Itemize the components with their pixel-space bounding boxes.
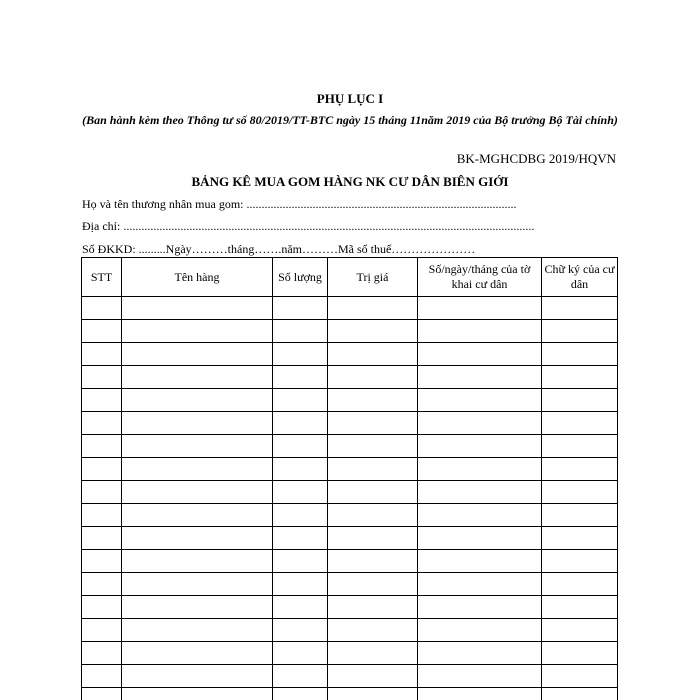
quantity-cell bbox=[273, 389, 328, 412]
quantity-cell bbox=[273, 435, 328, 458]
item-name-cell bbox=[122, 412, 273, 435]
stt-cell bbox=[82, 389, 122, 412]
signature-cell bbox=[542, 481, 618, 504]
declaration-ref-cell bbox=[418, 481, 542, 504]
signature-cell bbox=[542, 504, 618, 527]
quantity-cell bbox=[273, 642, 328, 665]
table-row bbox=[82, 550, 618, 573]
value-cell bbox=[328, 458, 418, 481]
item-name-cell bbox=[122, 688, 273, 700]
issuance-note: (Ban hành kèm theo Thông tư số 80/2019/TT-BTC ngày 15 tháng 11năm 2019 của Bộ trưởng Bộ Tài chính) bbox=[82, 113, 618, 127]
table-body bbox=[82, 297, 618, 700]
stt-cell bbox=[82, 366, 122, 389]
signature-cell bbox=[542, 389, 618, 412]
header-stt: STT bbox=[82, 258, 122, 297]
declaration-ref-cell bbox=[418, 596, 542, 619]
merchant-name-field: Họ và tên thương nhân mua gom: .......................................................................................... bbox=[82, 197, 517, 211]
table-row bbox=[82, 665, 618, 688]
item-name-cell bbox=[122, 297, 273, 320]
declaration-ref-cell bbox=[418, 366, 542, 389]
declaration-ref-cell bbox=[418, 458, 542, 481]
table-row bbox=[82, 527, 618, 550]
declaration-ref-cell bbox=[418, 504, 542, 527]
table-row bbox=[82, 435, 618, 458]
item-name-cell bbox=[122, 320, 273, 343]
purchase-list-table bbox=[81, 257, 618, 700]
form-title: BẢNG KÊ MUA GOM HÀNG NK CƯ DÂN BIÊN GIỚI bbox=[191, 174, 509, 189]
value-cell bbox=[328, 642, 418, 665]
item-name-cell bbox=[122, 481, 273, 504]
header-declaration-ref: Số/ngày/tháng của tờ khai cư dân bbox=[418, 258, 542, 297]
stt-cell bbox=[82, 596, 122, 619]
table-row bbox=[82, 688, 618, 700]
signature-cell bbox=[542, 320, 618, 343]
table-row bbox=[82, 642, 618, 665]
value-cell bbox=[328, 412, 418, 435]
value-cell bbox=[328, 573, 418, 596]
value-cell bbox=[328, 619, 418, 642]
item-name-cell bbox=[122, 665, 273, 688]
value-cell bbox=[328, 297, 418, 320]
value-cell bbox=[328, 665, 418, 688]
quantity-cell bbox=[273, 366, 328, 389]
table-row bbox=[82, 320, 618, 343]
stt-cell bbox=[82, 320, 122, 343]
signature-cell bbox=[542, 527, 618, 550]
quantity-cell bbox=[273, 619, 328, 642]
stt-cell bbox=[82, 688, 122, 700]
stt-cell bbox=[82, 343, 122, 366]
header-resident-signature: Chữ ký của cư dân bbox=[542, 258, 618, 297]
item-name-cell bbox=[122, 343, 273, 366]
declaration-ref-cell bbox=[418, 389, 542, 412]
stt-cell bbox=[82, 550, 122, 573]
declaration-ref-cell bbox=[418, 642, 542, 665]
stt-cell bbox=[82, 458, 122, 481]
address-field: Địa chỉ: ......................................................................................................................................... bbox=[82, 219, 535, 233]
header-value: Trị giá bbox=[328, 258, 418, 297]
table-row bbox=[82, 366, 618, 389]
header-item-name: Tên hàng bbox=[122, 258, 273, 297]
stt-cell bbox=[82, 435, 122, 458]
quantity-cell bbox=[273, 320, 328, 343]
appendix-heading: PHỤ LỤC I bbox=[316, 91, 384, 106]
quantity-cell bbox=[273, 573, 328, 596]
form-code: BK-MGHCDBG 2019/HQVN bbox=[456, 151, 616, 166]
stt-cell bbox=[82, 412, 122, 435]
stt-cell bbox=[82, 527, 122, 550]
declaration-ref-cell bbox=[418, 320, 542, 343]
declaration-ref-cell bbox=[418, 412, 542, 435]
table-row bbox=[82, 504, 618, 527]
declaration-ref-cell bbox=[418, 550, 542, 573]
table-row bbox=[82, 297, 618, 320]
item-name-cell bbox=[122, 389, 273, 412]
signature-cell bbox=[542, 366, 618, 389]
quantity-cell bbox=[273, 343, 328, 366]
item-name-cell bbox=[122, 596, 273, 619]
quantity-cell bbox=[273, 297, 328, 320]
declaration-ref-cell bbox=[418, 688, 542, 700]
signature-cell bbox=[542, 596, 618, 619]
table-row bbox=[82, 412, 618, 435]
declaration-ref-cell bbox=[418, 573, 542, 596]
value-cell bbox=[328, 435, 418, 458]
value-cell bbox=[328, 527, 418, 550]
table-row bbox=[82, 458, 618, 481]
signature-cell bbox=[542, 550, 618, 573]
stt-cell bbox=[82, 504, 122, 527]
value-cell bbox=[328, 688, 418, 700]
signature-cell bbox=[542, 412, 618, 435]
signature-cell bbox=[542, 665, 618, 688]
signature-cell bbox=[542, 642, 618, 665]
signature-cell bbox=[542, 343, 618, 366]
quantity-cell bbox=[273, 550, 328, 573]
stt-cell bbox=[82, 573, 122, 596]
table-row bbox=[82, 481, 618, 504]
item-name-cell bbox=[122, 527, 273, 550]
declaration-ref-cell bbox=[418, 343, 542, 366]
quantity-cell bbox=[273, 596, 328, 619]
stt-cell bbox=[82, 481, 122, 504]
signature-cell bbox=[542, 688, 618, 700]
header-quantity: Số lượng bbox=[273, 258, 328, 297]
value-cell bbox=[328, 550, 418, 573]
table-row bbox=[82, 343, 618, 366]
quantity-cell bbox=[273, 527, 328, 550]
quantity-cell bbox=[273, 504, 328, 527]
value-cell bbox=[328, 389, 418, 412]
item-name-cell bbox=[122, 366, 273, 389]
declaration-ref-cell bbox=[418, 435, 542, 458]
signature-cell bbox=[542, 619, 618, 642]
quantity-cell bbox=[273, 481, 328, 504]
declaration-ref-cell bbox=[418, 297, 542, 320]
business-registration-field: Số ĐKKD: .........Ngày………tháng…….năm………Mã số thuế………………… bbox=[82, 242, 476, 256]
item-name-cell bbox=[122, 619, 273, 642]
table-row bbox=[82, 573, 618, 596]
value-cell bbox=[328, 366, 418, 389]
value-cell bbox=[328, 504, 418, 527]
signature-cell bbox=[542, 458, 618, 481]
item-name-cell bbox=[122, 573, 273, 596]
item-name-cell bbox=[122, 504, 273, 527]
quantity-cell bbox=[273, 665, 328, 688]
value-cell bbox=[328, 320, 418, 343]
stt-cell bbox=[82, 619, 122, 642]
quantity-cell bbox=[273, 412, 328, 435]
table-row bbox=[82, 596, 618, 619]
item-name-cell bbox=[122, 435, 273, 458]
quantity-cell bbox=[273, 688, 328, 700]
value-cell bbox=[328, 343, 418, 366]
value-cell bbox=[328, 481, 418, 504]
item-name-cell bbox=[122, 550, 273, 573]
stt-cell bbox=[82, 642, 122, 665]
stt-cell bbox=[82, 297, 122, 320]
table-header-row bbox=[82, 258, 618, 297]
item-name-cell bbox=[122, 642, 273, 665]
declaration-ref-cell bbox=[418, 665, 542, 688]
declaration-ref-cell bbox=[418, 527, 542, 550]
signature-cell bbox=[542, 297, 618, 320]
table-row bbox=[82, 389, 618, 412]
signature-cell bbox=[542, 573, 618, 596]
table-row bbox=[82, 619, 618, 642]
signature-cell bbox=[542, 435, 618, 458]
item-name-cell bbox=[122, 458, 273, 481]
quantity-cell bbox=[273, 458, 328, 481]
stt-cell bbox=[82, 665, 122, 688]
declaration-ref-cell bbox=[418, 619, 542, 642]
value-cell bbox=[328, 596, 418, 619]
